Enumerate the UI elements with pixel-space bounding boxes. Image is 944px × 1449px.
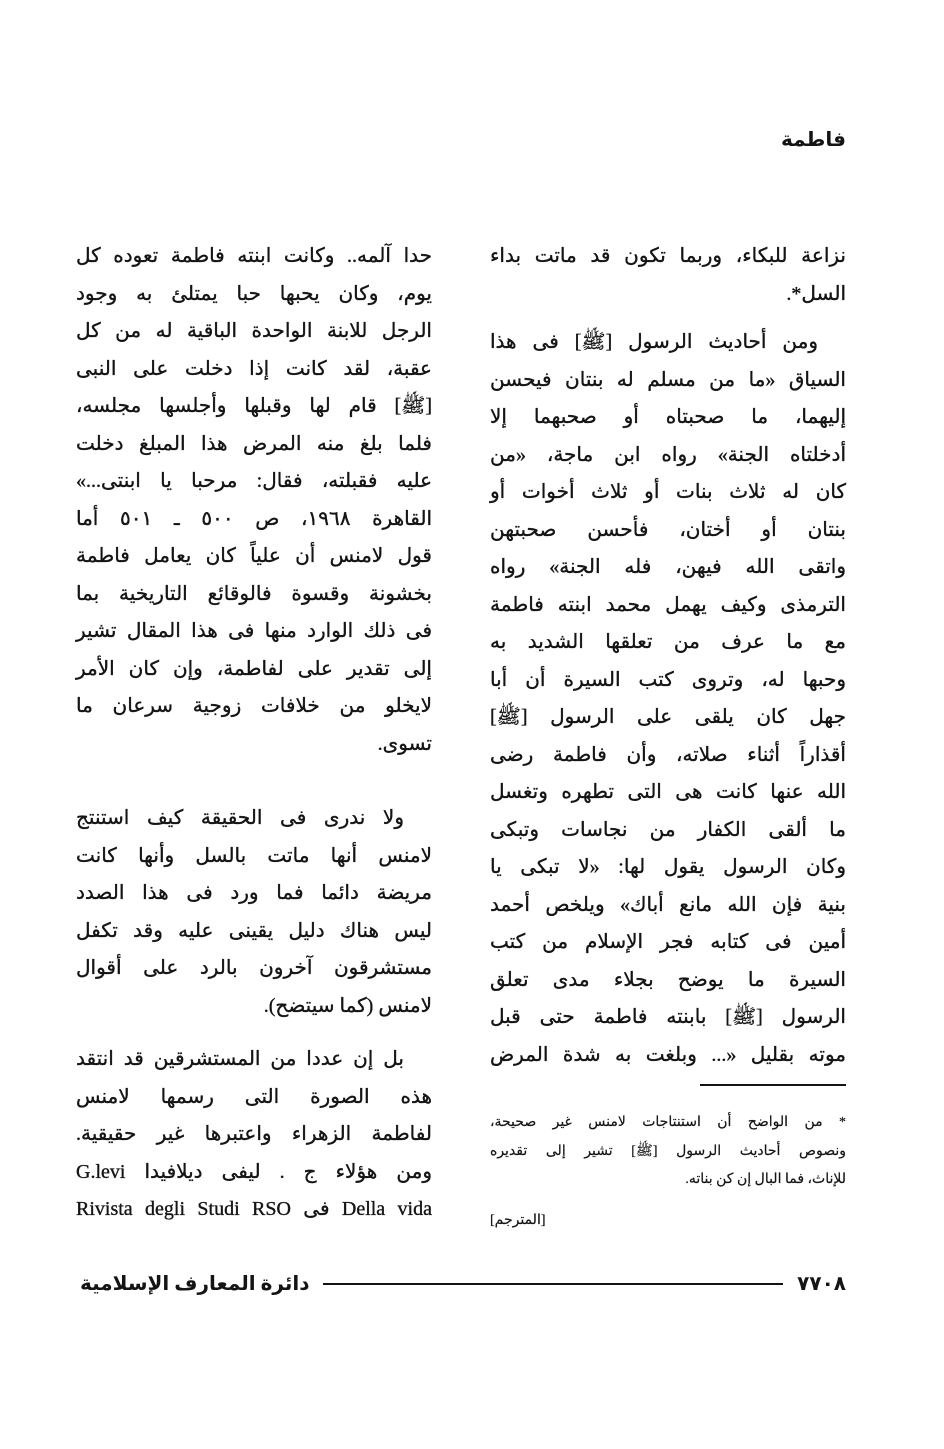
right-column-paragraph-2: [490, 324, 846, 1074]
text-line: يوم، وكان يحبها حبا يمتلئ به وجود: [76, 282, 432, 305]
footnote-line: * من الواضح أن استنتاجات لامنس غير صحيحة،: [490, 1115, 846, 1130]
text-line: عقبة، لقد كانت إذا دخلت على النبى: [76, 357, 432, 380]
footnote-signature: [المترجم]: [490, 1213, 546, 1228]
text-line: Della vida فى Rivista degli Studi RSO: [76, 1198, 432, 1220]
text-line: الترمذى وكيف يهمل محمد ابنته فاطمة: [490, 593, 846, 616]
text-line: واتقى الله فيهن، فله الجنة» رواه: [490, 556, 846, 578]
text-line: نزاعة للبكاء، وربما تكون قد ماتت بداء: [490, 245, 846, 267]
text-line: لايخلو من خلافات زوجية سرعان ما: [76, 695, 432, 717]
text-line: تسوى.: [377, 732, 432, 755]
text-line: بل إن عددا من المستشرقين قد انتقد: [76, 1048, 404, 1070]
text-line: قول لامنس أن علياً كان يعامل فاطمة: [76, 545, 432, 567]
footnote: [490, 1109, 846, 1195]
text-line: لامنس (كما سيتضح).: [263, 994, 432, 1017]
text-line: مريضة دائما فما ورد فى هذا الصدد: [76, 882, 432, 904]
text-line: السياق «ما من مسلم له بنتان فيحسن: [490, 368, 846, 391]
text-line: السل*.: [786, 282, 846, 305]
text-line: أمين فى كتابه فجر الإسلام من كتب: [490, 931, 846, 953]
text-line: [ﷺ] قام لها وقبلها وأجلسها مجلسه،: [76, 395, 432, 417]
text-line: ومن هؤلاء ج . ليفى ديلافيدا G.levi: [76, 1160, 432, 1183]
text-line: فلما بلغ منه المرض هذا المبلغ دخلت: [76, 432, 432, 455]
text-line: إليهما، ما صحبتاه أو صحبهما إلا: [490, 406, 846, 428]
text-line: القاهرة ١٩٦٨، ص ٥٠٠ ـ ٥٠١ أما: [76, 507, 433, 530]
text-line: عليه فقبلته، فقال: مرحبا يا ابنتى...»: [76, 470, 432, 492]
right-column-paragraph-1: [490, 238, 846, 313]
page-number: ٧٧٠٨: [797, 1273, 846, 1295]
text-line: هذه الصورة التى رسمها لامنس: [76, 1085, 432, 1108]
text-line: ولا ندرى فى الحقيقة كيف استنتج: [76, 807, 404, 829]
text-line: ومن أحاديث الرسول [ﷺ] فى هذا: [490, 331, 818, 353]
text-line: مع ما عرف من تعلقها الشديد به: [490, 631, 846, 653]
publication-title: دائرة المعارف الإسلامية: [80, 1273, 310, 1295]
text-line: موته بقليل «... وبلغت به شدة المرض: [490, 1043, 846, 1066]
text-line: أدخلتاه الجنة» رواه ابن ماجة، «من: [490, 443, 846, 466]
text-line: لامنس أنها ماتت بالسل وأنها كانت: [76, 844, 432, 867]
text-line: بنية فإن الله مانع أباك» ويلخص أحمد: [490, 893, 846, 916]
text-line: ليس هناك دليل يقينى عليه وقد تكفل: [76, 919, 432, 942]
text-line: وحبها له، وتروى كتب السيرة أن أبا: [490, 668, 846, 691]
left-column-paragraph-3: [76, 1041, 432, 1229]
text-line: حدا آلمه.. وكانت ابنته فاطمة تعوده كل: [76, 245, 432, 267]
footnote-divider: [700, 1084, 846, 1086]
text-line: الرجل للابنة الواحدة الباقية له من كل: [76, 320, 432, 342]
running-head: فاطمة: [781, 129, 846, 151]
text-line: جهل كان يلقى على الرسول [ﷺ]: [490, 706, 846, 728]
text-line: وكان الرسول يقول لها: «لا تبكى يا: [490, 856, 846, 878]
text-line: لفاطمة الزهراء واعتبرها غير حقيقية.: [76, 1123, 432, 1145]
left-column-paragraph-1: [76, 238, 432, 763]
text-line: أقذاراً أثناء صلاته، وأن فاطمة رضى: [490, 743, 846, 766]
text-line: فى ذلك الوارد منها فى هذا المقال تشير: [76, 620, 433, 642]
text-line: الله عنها كانت هى التى تطهره وتغسل: [490, 781, 846, 803]
text-line: الرسول [ﷺ] بابنته فاطمة حتى قبل: [490, 1006, 846, 1028]
footnote-line: ونصوص أحاديث الرسول [ﷺ] تشير إلى تقديره: [490, 1143, 846, 1159]
footer-rule: [323, 1283, 783, 1285]
text-line: بنتان أو أختان، فأحسن صحبتهن: [490, 518, 846, 541]
footnote-signature-block: [490, 1207, 846, 1236]
text-line: السيرة ما يوضح بجلاء مدى تعلق: [490, 968, 846, 991]
text-line: ما ألقى الكفار من نجاسات وتبكى: [490, 818, 846, 841]
left-column-paragraph-2: [76, 800, 432, 1025]
text-line: كان له ثلاث بنات أو ثلاث أخوات أو: [490, 481, 846, 503]
page-footer: [80, 1268, 846, 1300]
text-line: بخشونة وقسوة فالوقائع التاريخية بما: [76, 582, 432, 605]
footnote-line: للإناث، فما البال إن كن بناته.: [685, 1172, 846, 1187]
text-line: مستشرقون آخرون بالرد على أقوال: [76, 957, 432, 979]
text-line: إلى تقدير على لفاطمة، وإن كان الأمر: [76, 657, 432, 680]
